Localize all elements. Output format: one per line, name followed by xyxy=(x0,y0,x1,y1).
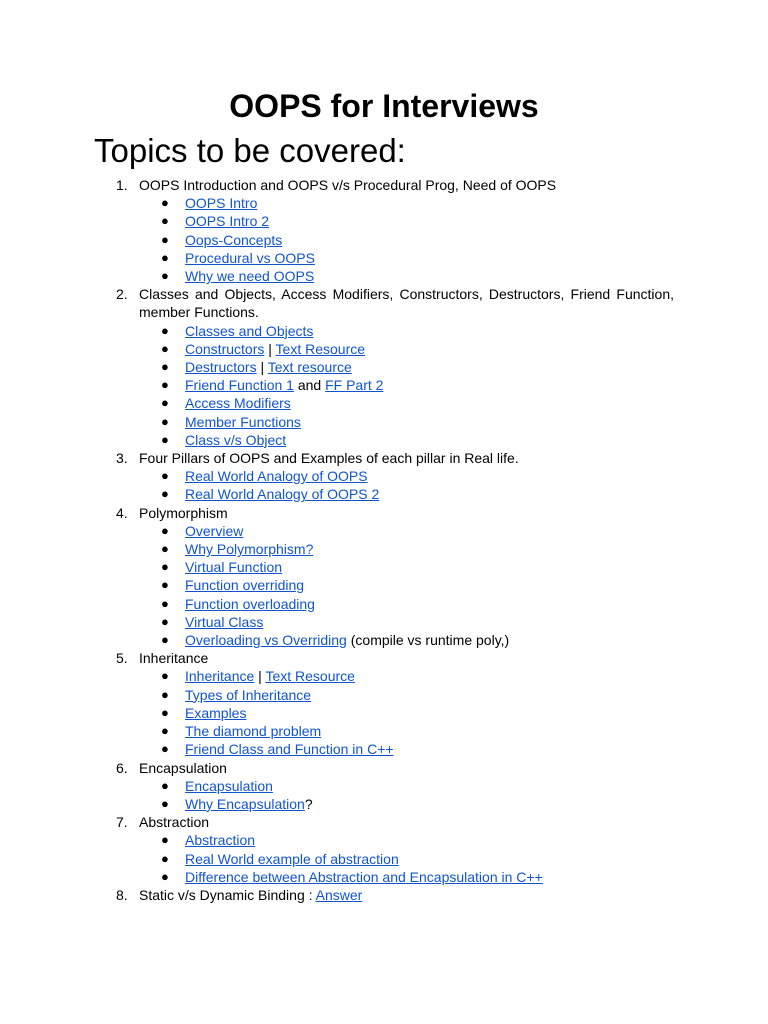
resource-item xyxy=(0,231,674,249)
resource-item xyxy=(0,613,674,631)
resource-link[interactable]: Friend Class and Function in C++ xyxy=(185,741,394,758)
bullet-icon: ● xyxy=(161,559,169,575)
bullet-icon: ● xyxy=(161,741,169,757)
resource-item xyxy=(0,540,674,558)
topic-text: Four Pillars of OOPS and Examples of each pillar in Real life. xyxy=(139,450,519,467)
bullet-icon: ● xyxy=(161,231,169,247)
resource-link[interactable]: Constructors xyxy=(185,340,265,357)
resource-link[interactable]: Text resource xyxy=(267,359,352,376)
bullet-icon: ● xyxy=(161,322,169,338)
bullet-icon: ● xyxy=(161,704,169,720)
topic-text: OOPS Introduction and OOPS v/s Procedural Prog, Need of OOPS xyxy=(139,177,557,193)
resource-item xyxy=(0,868,674,886)
resource-link[interactable]: Procedural vs OOPS xyxy=(185,249,315,266)
resource-item xyxy=(0,795,674,813)
resource-link[interactable]: Overview xyxy=(185,522,244,539)
resource-link[interactable]: Abstraction xyxy=(185,832,256,849)
bullet-icon: ● xyxy=(161,832,169,848)
topic-number: 6. xyxy=(116,759,128,776)
bullet-icon: ● xyxy=(161,723,169,739)
topic-number: 1. xyxy=(116,177,128,193)
resource-item xyxy=(0,358,674,376)
resource-link[interactable]: Real World Analogy of OOPS xyxy=(185,468,368,485)
resource-link[interactable]: Friend Function 1 xyxy=(185,377,294,394)
topic-number: 8. xyxy=(116,886,128,903)
resource-item xyxy=(0,686,674,704)
resource-link[interactable]: OOPS Intro xyxy=(185,195,258,212)
topic-text: Static v/s Dynamic Binding : Answer xyxy=(139,886,363,903)
resource-link[interactable]: OOPS Intro 2 xyxy=(185,213,270,230)
resource-link[interactable]: Answer xyxy=(315,886,363,903)
bullet-icon: ● xyxy=(161,359,169,375)
plain-text: ? xyxy=(304,795,313,812)
bullet-icon: ● xyxy=(161,541,169,557)
bullet-icon: ● xyxy=(161,468,169,484)
resource-item xyxy=(0,667,674,685)
resource-link[interactable]: The diamond problem xyxy=(185,723,322,740)
bullet-icon: ● xyxy=(161,268,169,284)
resource-link[interactable]: FF Part 2 xyxy=(325,377,384,394)
topic-item xyxy=(0,759,674,814)
section-heading: Topics to be covered: xyxy=(94,132,406,169)
resource-link[interactable]: Types of Inheritance xyxy=(185,686,312,703)
resource-list xyxy=(139,322,674,449)
resource-item xyxy=(0,595,674,613)
topic-text: Abstraction xyxy=(139,814,210,831)
topic-text: Inheritance xyxy=(139,650,209,667)
bullet-icon: ● xyxy=(161,613,169,629)
resource-item xyxy=(0,522,674,540)
resource-link[interactable]: Function overloading xyxy=(185,595,315,612)
resource-item xyxy=(0,558,674,576)
resource-item xyxy=(0,194,674,212)
resource-item xyxy=(0,376,674,394)
bullet-icon: ● xyxy=(161,850,169,866)
plain-text: and xyxy=(297,377,322,394)
resource-item xyxy=(0,467,674,485)
resource-link[interactable]: Difference between Abstraction and Encapsulation in C++ xyxy=(185,868,543,885)
topic-number: 5. xyxy=(116,650,128,667)
resource-link[interactable]: Inheritance xyxy=(185,668,255,685)
topics-list xyxy=(0,176,674,904)
topic-item xyxy=(0,886,674,904)
resource-item xyxy=(0,212,674,230)
resource-link[interactable]: Overloading vs Overriding xyxy=(185,632,347,649)
bullet-icon: ● xyxy=(161,395,169,411)
resource-link[interactable]: Real World example of abstraction xyxy=(185,850,399,867)
topic-number: 2. xyxy=(116,286,128,303)
resource-item xyxy=(0,322,674,340)
bullet-icon: ● xyxy=(161,686,169,702)
bullet-icon: ● xyxy=(161,868,169,884)
resource-item xyxy=(0,576,674,594)
topic-text: Polymorphism xyxy=(139,504,228,521)
topic-item xyxy=(0,449,674,504)
resource-list xyxy=(139,467,674,503)
resource-item xyxy=(0,740,674,758)
topic-item xyxy=(0,285,674,449)
resource-link[interactable]: Class v/s Object xyxy=(185,431,287,448)
resource-item xyxy=(0,267,674,285)
resource-item xyxy=(0,394,674,412)
resource-item xyxy=(0,777,674,795)
resource-item xyxy=(0,413,674,431)
resource-item xyxy=(0,722,674,740)
resource-item xyxy=(0,831,674,849)
resource-list xyxy=(139,831,674,886)
bullet-icon: ● xyxy=(161,668,169,684)
document-title: OOPS for Interviews xyxy=(229,88,539,124)
resource-link[interactable]: Destructors xyxy=(185,359,257,376)
resource-link[interactable]: Why Polymorphism? xyxy=(185,541,314,558)
resource-link[interactable]: Function overriding xyxy=(185,577,305,594)
resource-item xyxy=(0,631,674,649)
plain-text: (compile vs runtime poly,) xyxy=(350,632,510,649)
bullet-icon: ● xyxy=(161,431,169,447)
bullet-icon: ● xyxy=(161,377,169,393)
resource-link[interactable]: Why we need OOPS xyxy=(185,268,315,285)
link-separator: | xyxy=(268,340,272,357)
topic-item xyxy=(0,649,674,758)
topic-text: Classes and Objects, Access Modifiers, Constructors, Destructors, Friend Function, member Functions. xyxy=(139,286,674,321)
resource-item xyxy=(0,340,674,358)
bullet-icon: ● xyxy=(161,486,169,502)
resource-item xyxy=(0,431,674,449)
topic-number: 4. xyxy=(116,504,128,521)
resource-link[interactable]: Member Functions xyxy=(185,413,301,430)
topic-text: Encapsulation xyxy=(139,759,227,776)
bullet-icon: ● xyxy=(161,413,169,429)
resource-link[interactable]: Encapsulation xyxy=(185,777,273,794)
resource-item xyxy=(0,704,674,722)
bullet-icon: ● xyxy=(161,213,169,229)
resource-link[interactable]: Oops-Concepts xyxy=(185,231,283,248)
resource-link[interactable]: Text Resource xyxy=(265,668,355,685)
resource-list xyxy=(139,522,674,649)
topic-item xyxy=(0,813,674,886)
resource-link[interactable]: Access Modifiers xyxy=(185,395,291,412)
resource-list xyxy=(139,777,674,813)
resource-link[interactable]: Virtual Function xyxy=(185,559,283,576)
bullet-icon: ● xyxy=(161,795,169,811)
resource-link[interactable]: Examples xyxy=(185,704,247,721)
resource-link[interactable]: Virtual Class xyxy=(185,613,264,630)
resource-link[interactable]: Classes and Objects xyxy=(185,322,314,339)
link-separator: | xyxy=(258,668,262,685)
resource-list xyxy=(139,667,674,758)
resource-link[interactable]: Why Encapsulation xyxy=(185,795,305,812)
bullet-icon: ● xyxy=(161,522,169,538)
resource-list xyxy=(139,194,674,285)
topic-item xyxy=(0,504,674,650)
link-separator: | xyxy=(260,359,265,376)
resource-item xyxy=(0,249,674,267)
bullet-icon: ● xyxy=(161,249,169,265)
bullet-icon: ● xyxy=(161,577,169,593)
topic-item xyxy=(0,176,674,285)
resource-link[interactable]: Real World Analogy of OOPS 2 xyxy=(185,486,380,503)
bullet-icon: ● xyxy=(161,195,169,211)
topic-number: 7. xyxy=(116,814,128,831)
resource-item xyxy=(0,485,674,503)
resource-item xyxy=(0,850,674,868)
bullet-icon: ● xyxy=(161,340,169,356)
topic-number: 3. xyxy=(116,450,128,467)
bullet-icon: ● xyxy=(161,777,169,793)
bullet-icon: ● xyxy=(161,632,169,648)
bullet-icon: ● xyxy=(161,595,169,611)
resource-link[interactable]: Text Resource xyxy=(275,340,366,357)
